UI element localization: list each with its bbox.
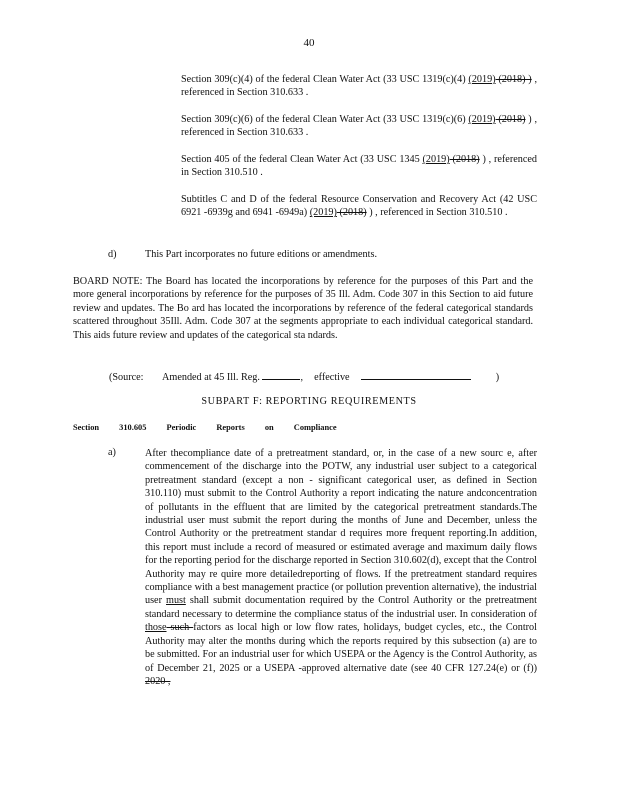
source-amended: Amended at 45 Ill. Reg. (162, 372, 260, 383)
section-title-word: Periodic (166, 423, 197, 432)
source-close: ) (495, 372, 500, 383)
section-title-word: Compliance (293, 423, 337, 432)
effective-blank (361, 370, 471, 380)
page-number: 40 (303, 37, 315, 49)
citation-309c6: Section 309(c)(6) of the federal Clean Water Act (33 USC 1319(c)(6) (2019) (2018) ) , referenced in Section 310.633 . (181, 114, 537, 139)
section-heading (73, 423, 355, 432)
citation-405: Section 405 of the federal Clean Water Act (33 USC 1345 (2019) (2018) ) , referenced in Section 310.510 . (181, 154, 537, 179)
citation-rcra: Subtitles C and D of the federal Resource Conservation and Recovery Act (42 USC 6921 -6939g and 6941 -6949a) (2019) (2018) ) , referenced in Section 310.510 . (181, 194, 537, 219)
board-note: BOARD NOTE: The Board has located the incorporations by reference for the purposes of this Part and the more general incorporations by reference for the purposes of 35 Ill. Adm. Code 307 in this Section to aid future review and updates. The Bo ard has located the incorporations by reference of the federal categorical standards scattered throughout 35Ill. Adm. Code 307 at the segments appropriate to each individual categorical standard. This aids future review and updates of the categorical sta ndards. (73, 276, 533, 341)
subpart-heading: SUBPART F: REPORTING REQUIREMENTS (201, 396, 417, 407)
item-d-text: This Part incorporates no future editions or amendments. (145, 249, 377, 260)
citation-309c4: Section 309(c)(4) of the federal Clean Water Act (33 USC 1319(c)(4) (2019) (2018) ) , referenced in Section 310.633 . (181, 74, 538, 99)
source-note: (Source: Amended at 45 Ill. Reg. , effective ) (109, 372, 500, 383)
item-a-label: a) (108, 447, 116, 458)
section-title-word: Reports (216, 423, 245, 432)
item-d-label: d) (108, 249, 117, 260)
section-title-word: on (264, 423, 274, 432)
register-blank (262, 370, 300, 380)
source-effective: effective (314, 372, 350, 383)
section-id: 310.605 (119, 423, 147, 432)
item-a-text: After thecompliance date of a pretreatment standard, or, in the case of a new sourc e, after commencement of the discharge into the POTW, any industrial user subject to a categorical pretreatment standard (except a non - significant categorical user, as defined in Section 310.110) must submit to the Control Authority a report indicating the nature andconcentration of pollutants in the effluent that are limited by the categorical pretreatment standards.The industrial user must submit the report during the months of June and December, unless the Control Authority or the pretreatment standar d requires more frequent reporting.In addition, this report must include a record of measured or estimated average and maximum daily flows for the reporting period for the discharge reported in Section 310.602(d), except that the Control Authority may re quire more detailedreporting of flows. If the pretreatment standard requires compliance with a best management practice (or pollution prevention alternative), the industrial user must shall submit documentation required by the Control Authority or the pretreatment standard necessary to determine the compliance status of the industrial user. In consideration of those such factors as local high or low flow rates, holidays, budget cycles, etc., the Control Authority may alter the months during which the reports required by this subsection (a) are to be submitted. For an industrial user for which USEPA or the Agency is the Control Authority, as of December 21, 2025 or a USEPA -approved alternative date (see 40 CFR 127.24(e) or (f)) 2020 , (145, 448, 537, 687)
section-label: Section (73, 423, 100, 432)
source-open: (Source: (109, 372, 144, 383)
